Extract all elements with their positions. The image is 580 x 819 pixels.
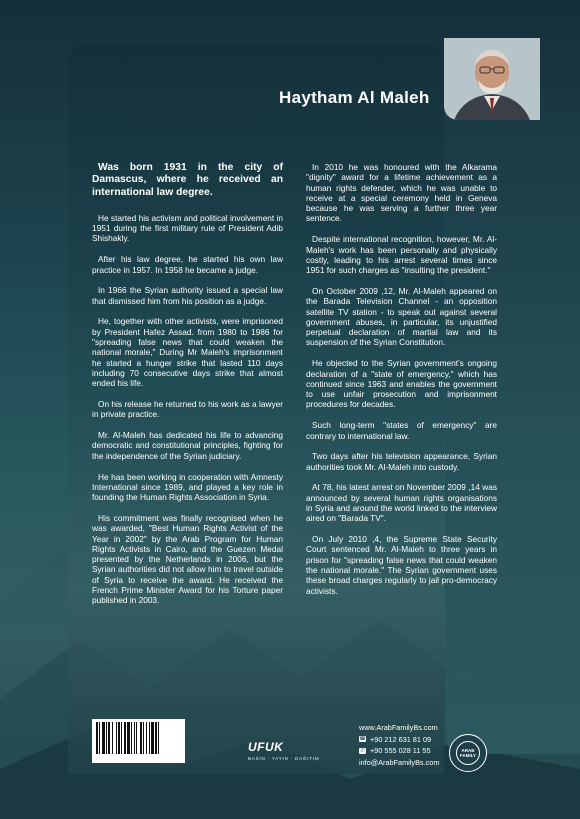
publisher-tagline: BASIN · YAYIN · DAĞITIM — [248, 756, 320, 761]
paragraph: He has been working in cooperation with Amnesty International since 1989, and played a key role in founding the Human Rights Association in Syria. — [92, 471, 283, 503]
isbn-number: 9 786256 451629 — [95, 756, 172, 765]
biography-column-left — [92, 162, 283, 616]
paragraph: He, together with other activists, were imprisoned by President Hafez Assad. from 1980 to 1986 for "spreading false news that could weaken the national morale," During Mr Maleh's imprisonment he started a hunger strike that lasted 110 days including 70 consecutive days strike that almost ended his life. — [92, 316, 283, 389]
paragraph: On July 2010 ,4, the Supreme State Security Court sentenced Mr. Al-Maleh to three years in prison for "spreading false news that could weaken the national morale." The Syrian government uses these broad charges regularly to jail pro-democracy activists. — [306, 534, 497, 596]
email-row — [359, 757, 439, 769]
biography-column-right — [306, 162, 497, 606]
paragraph: After his law degree, he started his own law practice in 1957. In 1958 he became a judge. — [92, 254, 283, 275]
lead-paragraph: Was born 1931 in the city of Damascus, where he received an international law degree. — [92, 162, 283, 198]
paragraph: Such long-term "states of emergency" are contrary to international law. — [306, 420, 497, 441]
paragraph: Mr. Al-Maleh has dedicated his life to advancing democratic and constitutional principles, fighting for the independence of the Syrian judiciary. — [92, 430, 283, 461]
paragraph: At 78, his latest arrest on November 2009 ,14 was announced by several human rights organisations in Syria and around the world linked to the interview aired on "Barada TV". — [306, 482, 497, 524]
paragraph: On October 2009 ,12, Mr. Al-Maleh appeared on the Barada Television Channel - an opposition satellite TV station - to speak out against several government abuses, in particular, its unjustified perpetual declaration of martial law and its suspension of the Syrian Constitution. — [306, 285, 497, 348]
paragraph: Two days after his television appearance, Syrian authorities took Mr. Al-Maleh into custody. — [306, 451, 497, 472]
paragraph: In 1966 the Syrian authority issued a special law that dismissed him from his position as a judge. — [92, 285, 283, 306]
paragraph: Despite international recognition, however, Mr. Al-Maleh's work has been personally and physically costly, leading to his arrest several times since 1951 for such charges as "insulting the president." — [306, 234, 497, 276]
phone-number-1: +90 212 631 81 09 — [370, 734, 432, 744]
phone-number-2: +90 555 028 11 55 — [370, 746, 431, 755]
author-name: Haytham Al Maleh — [279, 88, 430, 107]
paragraph: In 2010 he was honoured with the Alkarama "dignity" award for a lifetime achievement as a human rights defender, which he was unable to receive at a special ceremony held in Geneva because he was serving a further three year sentence. — [306, 162, 497, 224]
paragraph: He started his activism and political involvement in 1951 during the first military rule of President Adib Shishakly. — [92, 212, 283, 244]
paragraph: His commitment was finally recognised when he was awarded, "Best Human Rights Activist of the Year in 2002" by the Arab Program for Human Rights Activists in Cairo, and the Guezen Medal presented by the Netherlands in 2006, but the Syrian authorities did not allow him to travel outside of Syria to receive the award. He received the French Prime Minister Award for his Torture paper published in 2003. — [92, 512, 283, 606]
website-row — [359, 722, 439, 734]
contact-info — [359, 722, 439, 768]
email-address[interactable]: info@ArabFamilyBs.com — [359, 757, 440, 767]
publisher-logo — [248, 740, 320, 761]
phone-row — [359, 734, 439, 746]
paragraph: On his release he returned to his work as a lawyer in private practice. — [92, 399, 283, 420]
publisher-seal-icon — [449, 734, 487, 772]
website-link[interactable]: www.ArabFamilyBs.com — [359, 723, 438, 732]
mobile-row — [359, 745, 439, 757]
phone-icon: ☎ — [359, 736, 366, 743]
publisher-logo-text: UFUK — [248, 740, 284, 754]
mobile-icon: ✆ — [360, 747, 365, 754]
paragraph: He objected to the Syrian government's ongoing declaration of a "state of emergency," which has continued since 1963 and enables the government to use unfair prosecution and imprisonment procedures for decades. — [306, 358, 497, 410]
seal-text: ARAB FAMILY — [456, 741, 480, 765]
author-portrait — [444, 38, 540, 120]
